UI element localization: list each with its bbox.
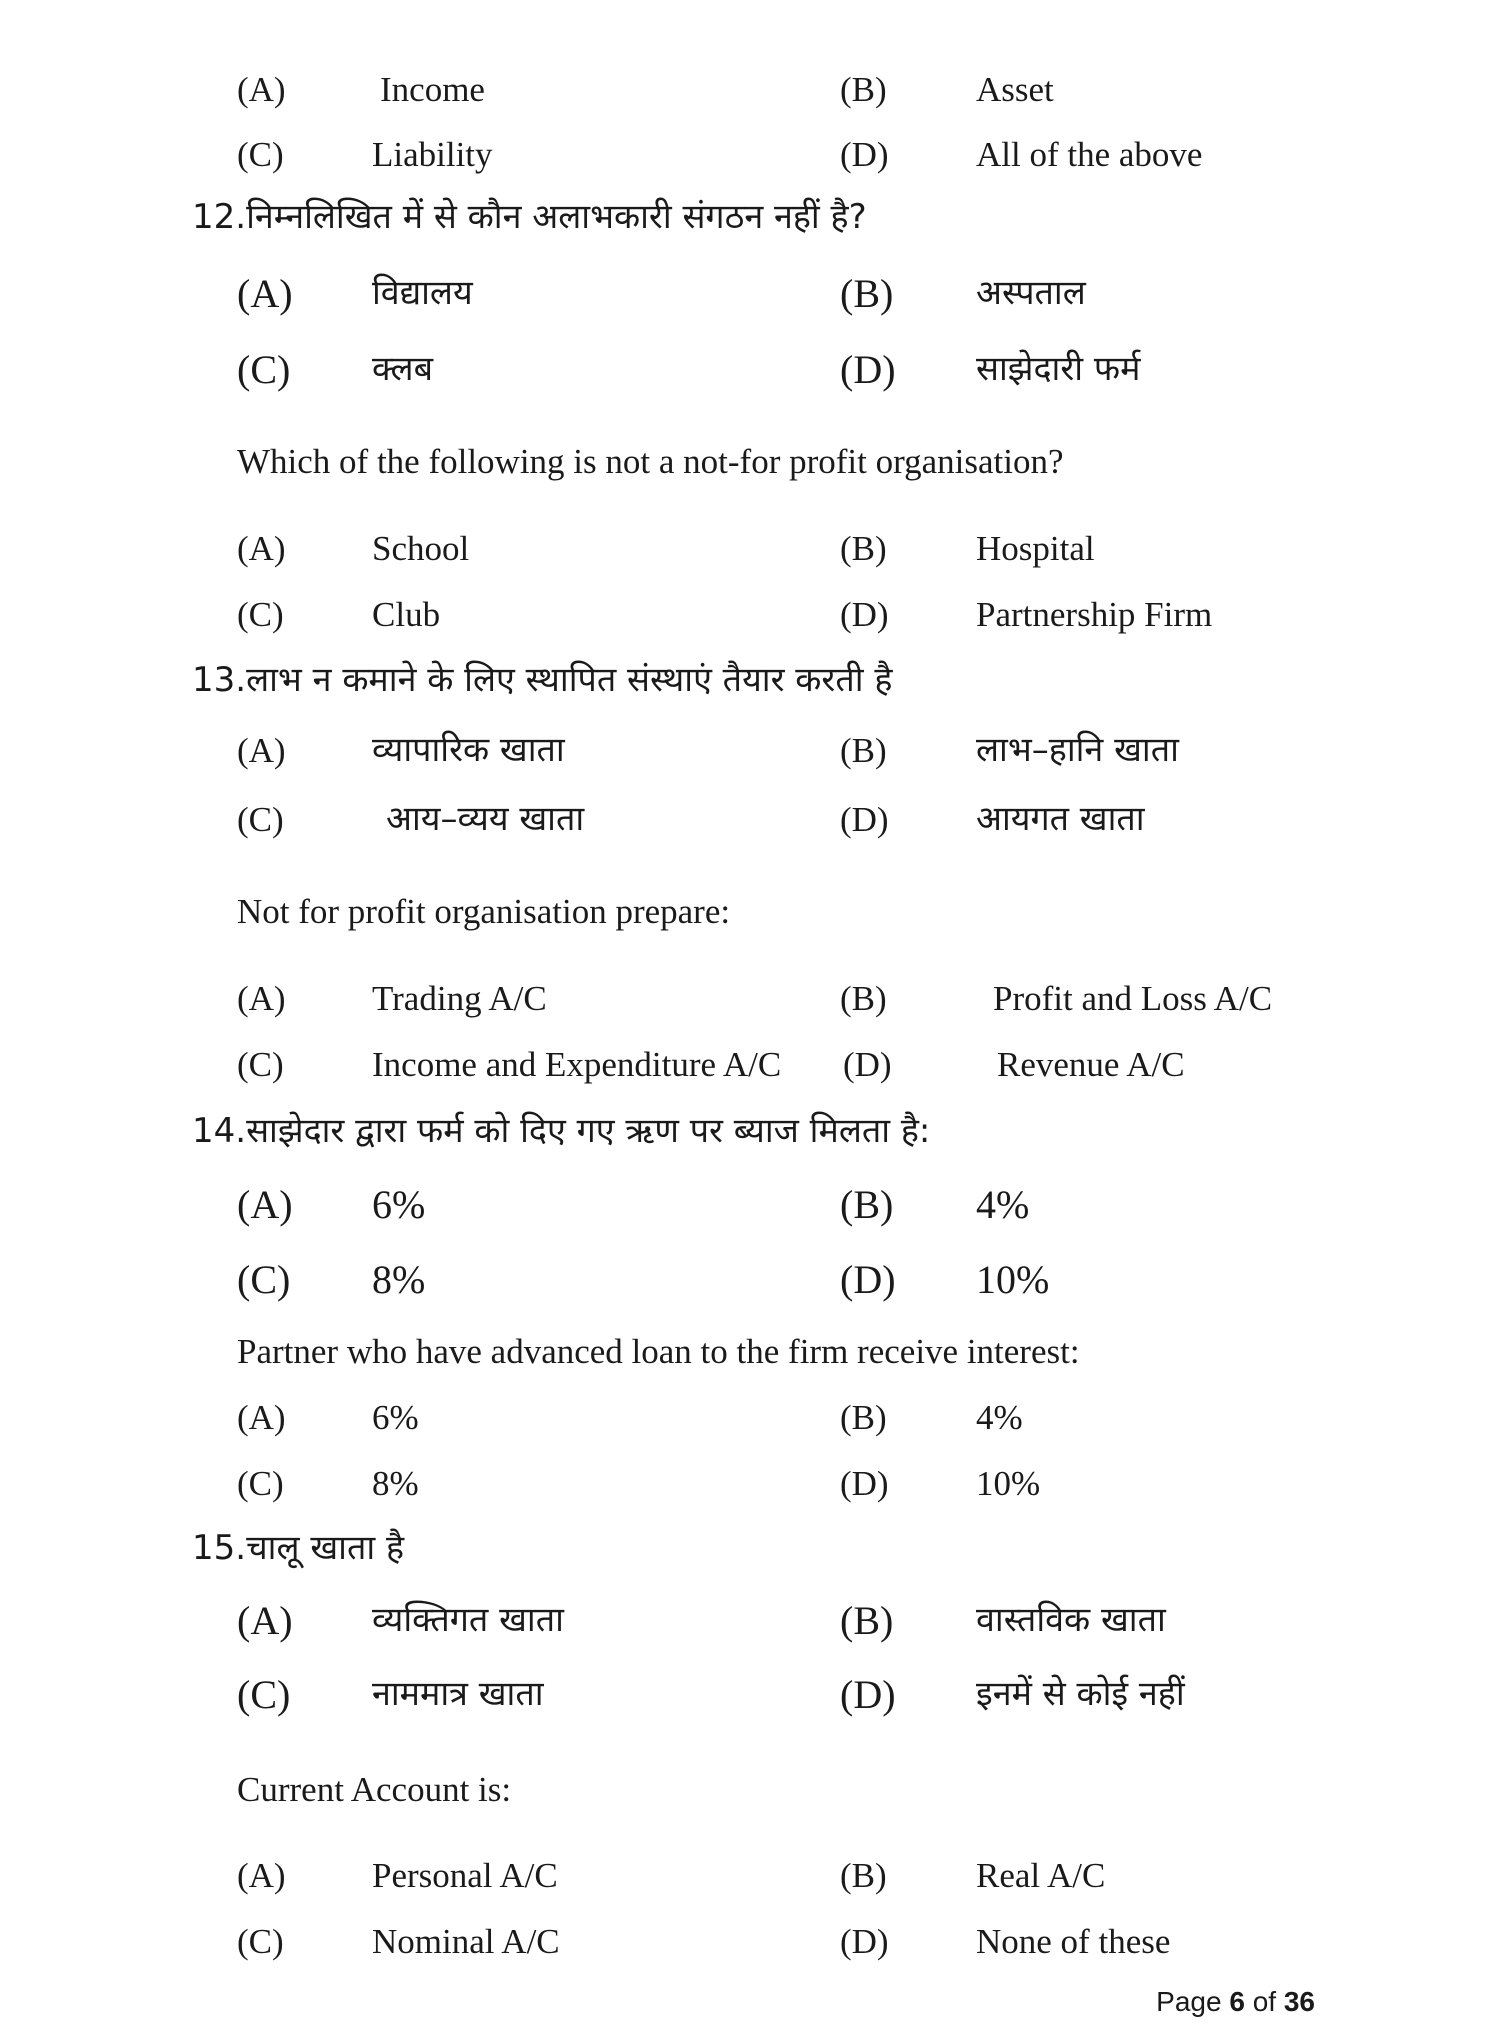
q12-hi-option-c-label: (C) xyxy=(237,347,291,392)
q13-hi-option-c-label: (C) xyxy=(237,800,284,839)
q15-en-option-a-text: Personal A/C xyxy=(372,1856,558,1895)
q13-en-option-d-label: (D) xyxy=(843,1045,892,1084)
page-number xyxy=(1156,1988,1315,2016)
q14-hi-option-c-text: 8% xyxy=(372,1257,426,1302)
q15-en-option-b-label: (B) xyxy=(840,1856,887,1895)
q13-hi-option-b-text: लाभ–हानि खाता xyxy=(976,730,1179,770)
q13-en-option-b-label: (B) xyxy=(840,979,887,1018)
q15-en-option-a-label: (A) xyxy=(237,1856,286,1895)
q11-option-a-label: (A) xyxy=(237,70,286,109)
q15-en-option-b-text: Real A/C xyxy=(976,1856,1106,1895)
q14-hi-option-a-label: (A) xyxy=(237,1182,293,1227)
q14-question-english: Partner who have advanced loan to the firm receive interest: xyxy=(237,1332,1080,1371)
q14-en-option-b-label: (B) xyxy=(840,1398,887,1437)
q13-question-hindi: 13.लाभ न कमाने के लिए स्थापित संस्थाएं तैयार करती है xyxy=(192,660,893,700)
q14-hi-option-b-label: (B) xyxy=(840,1182,894,1227)
q13-hi-option-d-label: (D) xyxy=(840,800,889,839)
q15-hi-option-d-text: इनमें से कोई नहीं xyxy=(976,1674,1185,1714)
q12-hi-option-c-text: क्लब xyxy=(372,349,433,389)
q15-hi-option-b-text: वास्तविक खाता xyxy=(976,1600,1166,1640)
q13-hi-option-a-label: (A) xyxy=(237,731,286,770)
q12-hi-option-d-label: (D) xyxy=(840,347,896,392)
q15-question-english: Current Account is: xyxy=(237,1770,512,1809)
q12-hi-option-a-label: (A) xyxy=(237,271,293,316)
q13-en-option-c-text: Income and Expenditure A/C xyxy=(372,1045,782,1084)
q12-hi-option-d-text: साझेदारी फर्म xyxy=(976,349,1141,389)
q15-question-hindi: 15.चालू खाता है xyxy=(192,1528,404,1568)
q15-en-option-c-label: (C) xyxy=(237,1922,284,1961)
q15-hi-option-c-label: (C) xyxy=(237,1672,291,1717)
q15-en-option-c-text: Nominal A/C xyxy=(372,1922,560,1961)
page-number-current: 6 xyxy=(1229,1986,1245,2017)
q12-en-option-b-text: Hospital xyxy=(976,529,1095,568)
q12-en-option-c-text: Club xyxy=(372,595,441,634)
page-number-total: 36 xyxy=(1283,1986,1315,2017)
q12-en-option-a-text: School xyxy=(372,529,470,568)
q14-en-option-a-label: (A) xyxy=(237,1398,286,1437)
q13-en-option-a-label: (A) xyxy=(237,979,286,1018)
q14-en-option-b-text: 4% xyxy=(976,1398,1023,1437)
q14-en-option-d-label: (D) xyxy=(840,1464,889,1503)
q13-hi-option-a-text: व्यापारिक खाता xyxy=(372,730,565,770)
q15-hi-option-a-label: (A) xyxy=(237,1598,293,1643)
q14-question-hindi: 14.साझेदार द्वारा फर्म को दिए गए ऋण पर ब्याज मिलता है: xyxy=(192,1111,931,1151)
q14-en-option-d-text: 10% xyxy=(976,1464,1041,1503)
q12-en-option-b-label: (B) xyxy=(840,529,887,568)
q12-en-option-d-text: Partnership Firm xyxy=(976,595,1213,634)
q15-hi-option-c-text: नाममात्र खाता xyxy=(372,1674,544,1714)
q12-question-hindi: 12.निम्नलिखित में से कौन अलाभकारी संगठन नहीं है? xyxy=(192,197,867,237)
q14-hi-option-d-label: (D) xyxy=(840,1257,896,1302)
q13-en-option-d-text: Revenue A/C xyxy=(997,1045,1185,1084)
q12-hi-option-b-label: (B) xyxy=(840,271,894,316)
q14-hi-option-d-text: 10% xyxy=(976,1257,1050,1302)
q14-en-option-c-text: 8% xyxy=(372,1464,419,1503)
q15-hi-option-b-label: (B) xyxy=(840,1598,894,1643)
q14-en-option-a-text: 6% xyxy=(372,1398,419,1437)
q14-hi-option-c-label: (C) xyxy=(237,1257,291,1302)
q12-en-option-a-label: (A) xyxy=(237,529,286,568)
q13-en-option-b-text: Profit and Loss A/C xyxy=(993,979,1273,1018)
q12-en-option-c-label: (C) xyxy=(237,595,284,634)
q12-hi-option-b-text: अस्पताल xyxy=(976,273,1086,313)
q11-option-c-label: (C) xyxy=(237,135,284,174)
q11-option-c-text: Liability xyxy=(372,135,493,174)
q14-hi-option-b-text: 4% xyxy=(976,1182,1030,1227)
q11-option-d-label: (D) xyxy=(840,135,889,174)
q14-en-option-c-label: (C) xyxy=(237,1464,284,1503)
q11-option-b-text: Asset xyxy=(976,70,1054,109)
q13-question-english: Not for profit organisation prepare: xyxy=(237,892,731,931)
page-number-middle: of xyxy=(1244,1986,1284,2017)
q15-hi-option-a-text: व्यक्तिगत खाता xyxy=(372,1600,564,1640)
q15-en-option-d-label: (D) xyxy=(840,1922,889,1961)
q13-hi-option-b-label: (B) xyxy=(840,731,887,770)
q13-hi-option-c-text: आय–व्यय खाता xyxy=(386,799,585,839)
q12-question-english: Which of the following is not a not-for profit organisation? xyxy=(237,442,1064,481)
q13-en-option-a-text: Trading A/C xyxy=(372,979,547,1018)
page-number-prefix: Page xyxy=(1156,1986,1230,2017)
q12-en-option-d-label: (D) xyxy=(840,595,889,634)
q11-option-d-text: All of the above xyxy=(976,135,1203,174)
q15-en-option-d-text: None of these xyxy=(976,1922,1171,1961)
q15-hi-option-d-label: (D) xyxy=(840,1672,896,1717)
q13-hi-option-d-text: आयगत खाता xyxy=(976,799,1145,839)
q11-option-b-label: (B) xyxy=(840,70,887,109)
q13-en-option-c-label: (C) xyxy=(237,1045,284,1084)
q14-hi-option-a-text: 6% xyxy=(372,1182,426,1227)
q11-option-a-text: Income xyxy=(380,70,485,109)
q12-hi-option-a-text: विद्यालय xyxy=(372,273,473,313)
